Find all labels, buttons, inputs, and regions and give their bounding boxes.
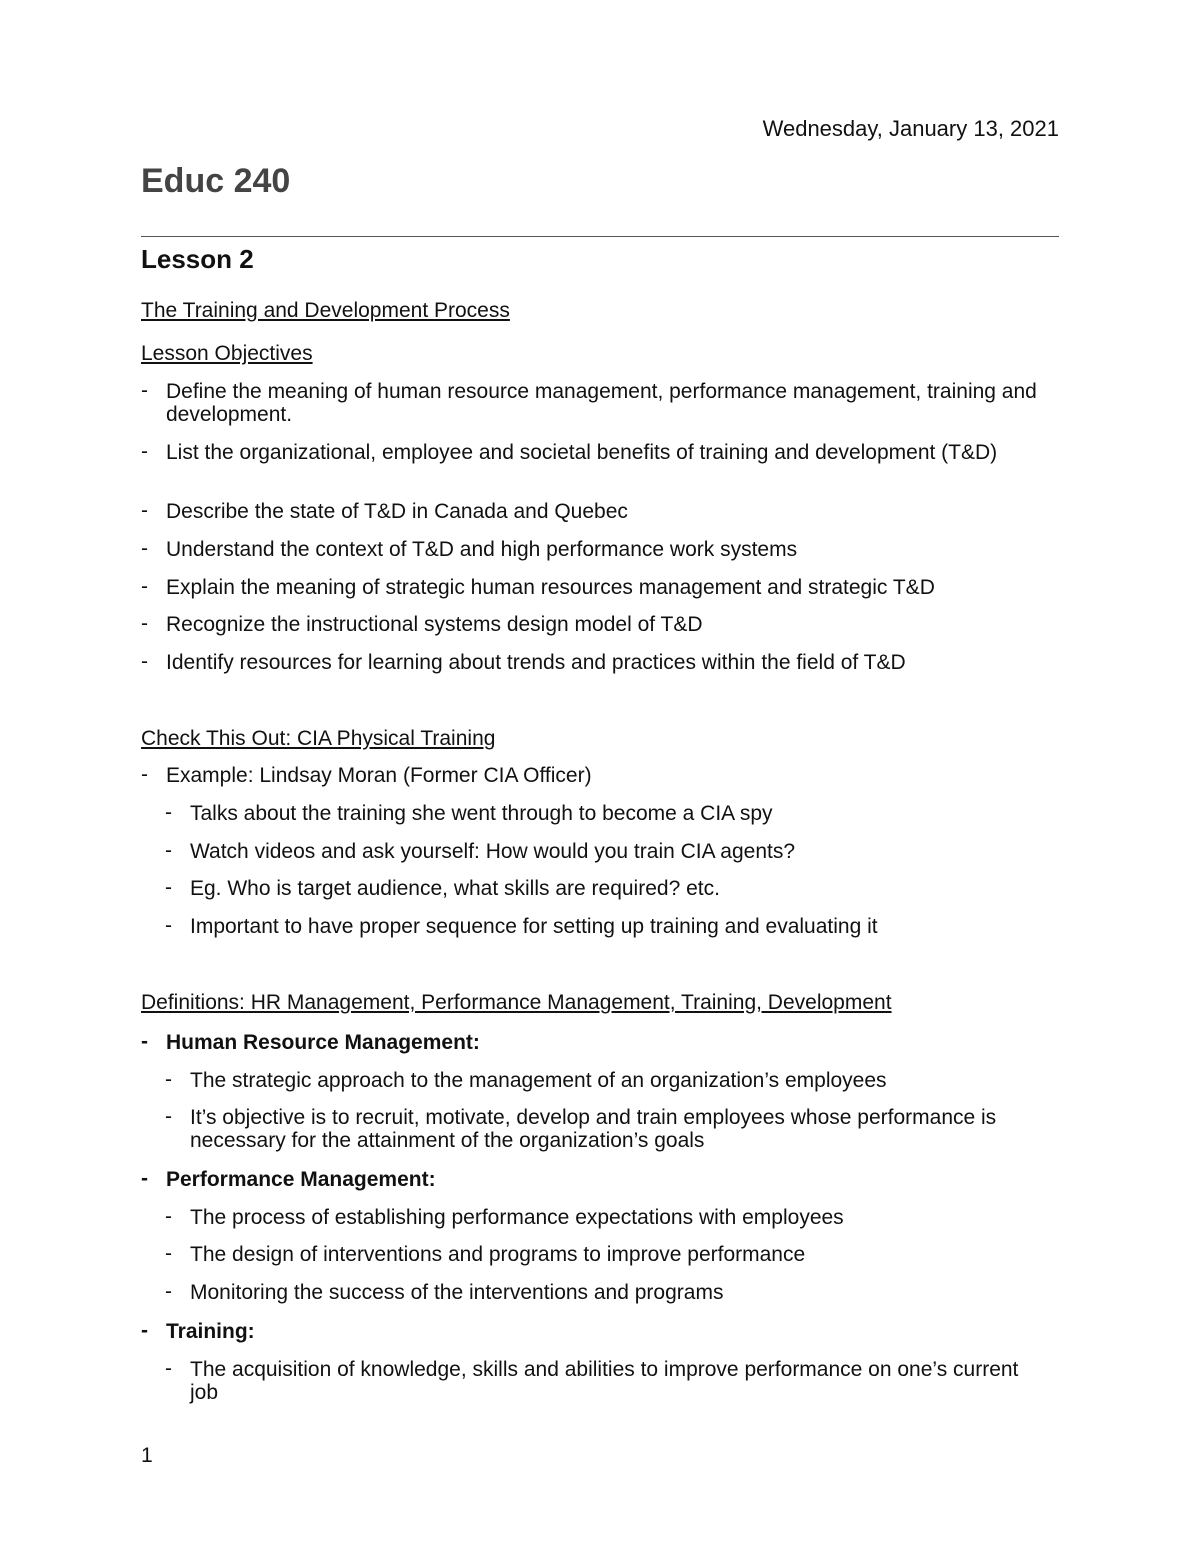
section-heading-definitions: Definitions: HR Management, Performance Management, Training, Development (141, 991, 892, 1014)
objective-item (141, 538, 1041, 561)
section-heading-process: The Training and Development Process (141, 299, 510, 322)
section-heading-objectives: Lesson Objectives (141, 342, 313, 365)
cia-subitem-text: Watch videos and ask yourself: How would you train CIA agents? (190, 840, 796, 863)
definition-subitem-text: The acquisition of knowledge, skills and abilities to improve performance on one’s current job (190, 1358, 1019, 1404)
cia-subitem (165, 802, 1045, 825)
dash-bullet: - (165, 914, 172, 937)
objective-text: List the organizational, employee and societal benefits of training and development (T&D) (166, 441, 998, 464)
definition-subitem (165, 1281, 1045, 1304)
dash-bullet: - (141, 575, 148, 598)
dash-bullet: - (141, 612, 148, 635)
definition-subitem (165, 1243, 1045, 1266)
definition-subitem-text: The process of establishing performance expectations with employees (190, 1206, 844, 1229)
dash-bullet: - (141, 1030, 148, 1053)
dash-bullet: - (165, 839, 172, 862)
dash-bullet: - (165, 1242, 172, 1265)
dash-bullet: - (141, 650, 148, 673)
lesson-heading: Lesson 2 (141, 244, 254, 274)
dash-bullet: - (165, 1105, 172, 1128)
objective-item (141, 613, 1041, 636)
objective-item (141, 441, 1041, 464)
dash-bullet: - (141, 499, 148, 522)
definition-label: Training: (166, 1320, 255, 1343)
cia-subitem-text: Talks about the training she went through to become a CIA spy (190, 802, 773, 825)
definition-label: Human Resource Management: (166, 1031, 480, 1054)
objective-item (141, 380, 1041, 426)
definition-subitem (165, 1106, 1045, 1152)
dash-bullet: - (141, 440, 148, 463)
objective-text: Define the meaning of human resource management, performance management, training and development. (166, 380, 1037, 426)
definition-label: Performance Management: (166, 1168, 436, 1191)
objective-text: Explain the meaning of strategic human resources management and strategic T&D (166, 576, 935, 599)
dash-bullet: - (165, 801, 172, 824)
dash-bullet: - (141, 537, 148, 560)
definition-subitem-text: Monitoring the success of the interventions and programs (190, 1281, 724, 1304)
objective-item (141, 576, 1041, 599)
cia-subitem-text: Eg. Who is target audience, what skills are required? etc. (190, 877, 720, 900)
cia-example-text: Example: Lindsay Moran (Former CIA Officer) (166, 764, 592, 787)
cia-example-item (141, 764, 1041, 787)
definition-hrm (141, 1031, 1041, 1054)
dash-bullet: - (141, 379, 148, 402)
dash-bullet: - (165, 1280, 172, 1303)
cia-subitem (165, 840, 1045, 863)
cia-subitem-text: Important to have proper sequence for setting up training and evaluating it (190, 915, 878, 938)
dash-bullet: - (141, 1319, 148, 1342)
cia-subitem (165, 915, 1045, 938)
dash-bullet: - (165, 1068, 172, 1091)
definition-subitem (165, 1069, 1045, 1092)
objective-item (141, 500, 1041, 523)
definition-subitem-text: It’s objective is to recruit, motivate, develop and train employees whose performance is necessary for the attainment of the organization’s goals (190, 1106, 997, 1152)
dash-bullet: - (141, 763, 148, 786)
definition-pm (141, 1168, 1041, 1191)
course-title: Educ 240 (141, 162, 291, 200)
page-number: 1 (141, 1444, 153, 1467)
objective-text: Recognize the instructional systems design model of T&D (166, 613, 703, 636)
objective-item (141, 651, 1041, 674)
objective-text: Understand the context of T&D and high performance work systems (166, 538, 798, 561)
definition-training (141, 1320, 1041, 1343)
definition-subitem-text: The design of interventions and programs to improve performance (190, 1243, 806, 1266)
cia-subitem (165, 877, 1045, 900)
dash-bullet: - (165, 1205, 172, 1228)
dash-bullet: - (141, 1167, 148, 1190)
definition-subitem (165, 1206, 1045, 1229)
dash-bullet: - (165, 876, 172, 899)
definition-subitem-text: The strategic approach to the management of an organization’s employees (190, 1069, 887, 1092)
objective-text: Identify resources for learning about trends and practices within the field of T&D (166, 651, 906, 674)
title-divider (141, 236, 1059, 237)
objective-text: Describe the state of T&D in Canada and Quebec (166, 500, 628, 523)
dash-bullet: - (165, 1357, 172, 1380)
section-heading-cia: Check This Out: CIA Physical Training (141, 727, 496, 750)
definition-subitem (165, 1358, 1045, 1404)
date-header: Wednesday, January 13, 2021 (762, 116, 1059, 141)
